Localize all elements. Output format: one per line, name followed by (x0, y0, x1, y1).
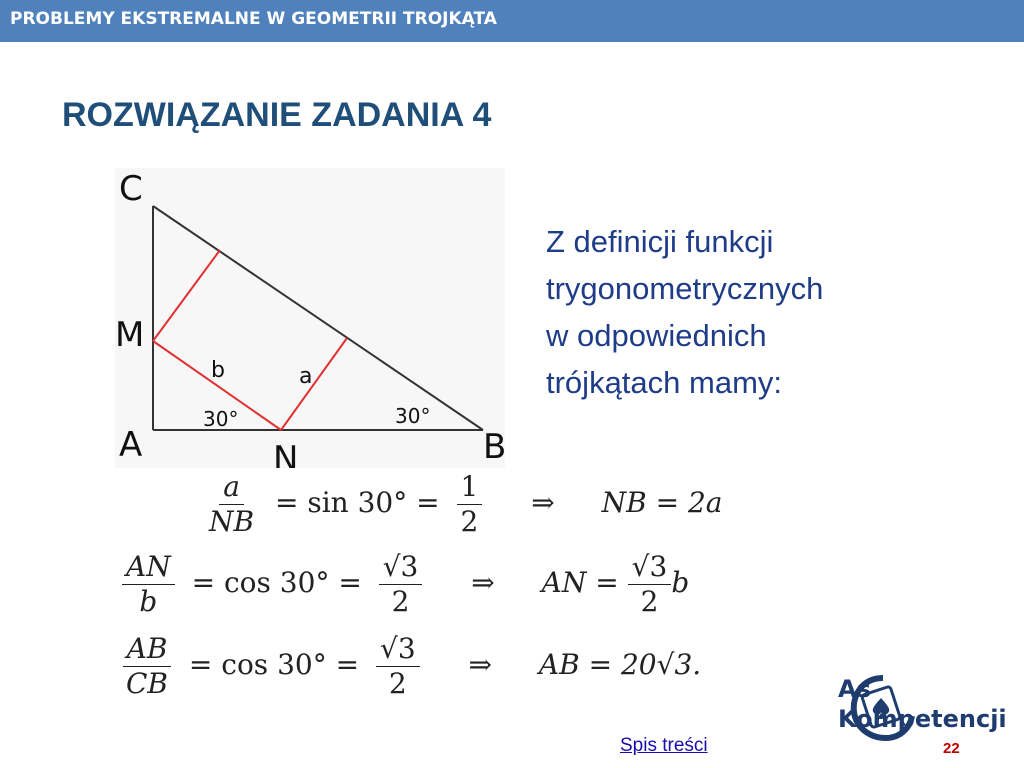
slide-title: ROZWIĄZANIE ZADANIA 4 (62, 96, 492, 134)
fraction: $\frac{√3}{2}$ (376, 632, 420, 701)
figure-background (115, 168, 505, 468)
triangle-figure (115, 168, 505, 468)
fraction: $\frac{a}{NB}$ (209, 470, 255, 538)
label-c: C (119, 169, 143, 209)
implies-arrow: ⇒ (531, 486, 555, 519)
logo-line-1: As (838, 675, 871, 703)
equation-result: AB = 20√3. (538, 648, 702, 681)
label-n: N (273, 439, 299, 468)
triangle-diagram (115, 168, 505, 468)
equation-middle: = cos 30° = (191, 566, 362, 599)
header-title: PROBLEMY EKSTREMALNE W GEOMETRII TROJKĄTA (10, 9, 497, 29)
fraction: $\frac{√3}{2}$ (379, 550, 423, 619)
label-b-vertex: B (483, 427, 505, 467)
label-a-side: a (299, 364, 313, 389)
page-number: 22 (943, 740, 960, 757)
body-line: w odpowiednich (546, 318, 767, 353)
body-text (546, 218, 926, 406)
equation-result-left: AN = (541, 566, 619, 599)
equation-2 (122, 550, 689, 619)
label-angle-n: 30° (203, 407, 239, 431)
equation-result: NB = 2a (601, 486, 723, 519)
fraction: $\frac{1}{2}$ (457, 470, 483, 539)
body-line: trójkątach mamy: (546, 365, 783, 400)
table-of-contents-link[interactable]: Spis treści (620, 735, 708, 756)
label-m: M (115, 315, 145, 355)
equation-1 (205, 470, 722, 539)
header-bar (0, 0, 1024, 42)
logo-line-2: Kompetencji (838, 705, 1007, 733)
label-angle-b: 30° (395, 404, 431, 428)
label-a: A (119, 425, 143, 465)
equation-middle: = cos 30° = (188, 648, 360, 681)
implies-arrow: ⇒ (468, 648, 493, 681)
fraction: $\frac{√3}{2}$ (628, 550, 672, 619)
equation-3 (122, 632, 701, 701)
label-b-side: b (211, 358, 225, 383)
implies-arrow: ⇒ (471, 566, 495, 599)
logo-text (838, 674, 1007, 734)
fraction: $\frac{AB}{CB}$ (122, 632, 172, 701)
body-line: trygonometrycznych (546, 271, 824, 306)
equation-middle: = sin 30° = (274, 486, 440, 519)
fraction: $\frac{AN}{b}$ (122, 550, 175, 619)
body-line: Z definicji funkcji (546, 224, 774, 259)
equation-result-var: b (671, 566, 690, 599)
